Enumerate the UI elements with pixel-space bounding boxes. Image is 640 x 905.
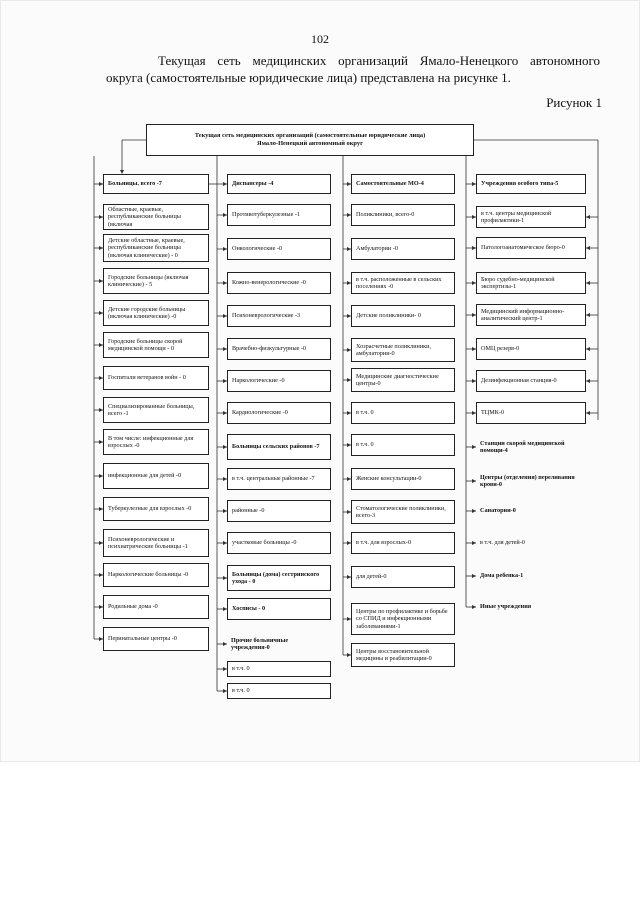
column-1-item-8-label: В том числе: инфекционные для взрослых -0	[108, 434, 194, 449]
column-2-item-8	[227, 434, 331, 460]
column-1-item-3-label: Городские больницы (включая клинические) - 5	[108, 273, 189, 288]
column-2-item-2-label: Онкологические -0	[232, 245, 283, 253]
column-4-extra-5-label: Дома ребенка-1	[480, 572, 524, 580]
column-1-item-8	[103, 429, 209, 455]
column-1-header-label: Больницы, всего -7	[108, 180, 162, 188]
column-1-item-9	[103, 463, 209, 489]
column-3-item-7-label: в т.ч. 0	[356, 409, 374, 417]
column-1-item-7-label: Специализированные больницы, всего -1	[108, 402, 195, 417]
column-4-extra-6-label: Иные учреждения	[480, 603, 532, 611]
column-4-header-label: Учреждения особого типа-5	[481, 180, 559, 188]
column-1-item-6	[103, 366, 209, 390]
column-2-item-7-label: Кардиологические -0	[232, 409, 288, 417]
column-1-item-1	[103, 204, 209, 230]
column-2-item-11	[227, 532, 331, 554]
column-4-item-7	[476, 402, 586, 424]
column-1-item-4-label: Детские городские больницы (включая клинические) -0	[108, 305, 186, 320]
column-1-item-12-label: Наркологические больницы -0	[108, 571, 189, 579]
column-4-item-1	[476, 206, 586, 228]
column-1-item-14	[103, 627, 209, 651]
column-4-extra-1	[476, 434, 586, 460]
column-3-item-13-label: Центры по профилактике и борьбе со СПИД и инфекционными заболеваниями-1	[356, 607, 448, 630]
column-1-item-5-label: Городские больницы скорой медицинской помощи - 0	[108, 337, 183, 352]
column-2-item-15	[227, 661, 331, 677]
column-2-item-10	[227, 500, 331, 522]
column-2-item-3	[227, 272, 331, 294]
column-2-item-15-label: в т.ч. 0	[232, 665, 250, 673]
column-2-item-5-label: Врачебно-физкультурные -0	[232, 345, 307, 353]
column-3-item-4-label: Детские поликлиники- 0	[356, 312, 421, 320]
column-1-item-10	[103, 497, 209, 521]
column-2-item-13	[227, 598, 331, 620]
column-2-item-9-label: в т.ч. центральные районные -7	[232, 475, 315, 483]
column-3-item-14	[351, 643, 455, 667]
column-1-item-13-label: Родильные дома -0	[108, 603, 158, 611]
column-3-item-12-label: для детей-0	[356, 573, 387, 581]
column-3-item-9-label: Женские консультации-0	[356, 475, 422, 483]
column-3-item-3-label: в т.ч. расположенные в сельских поселениях -0	[356, 275, 442, 290]
column-2-item-1-label: Противотуберкулезные -1	[232, 211, 301, 219]
column-4-extra-6	[476, 596, 586, 618]
column-4-extra-2	[476, 468, 586, 494]
column-3-item-2-label: Амбулатории -0	[356, 245, 398, 253]
column-1-item-5	[103, 332, 209, 358]
column-2-item-14-label: Прочие больничные учреждения-0	[231, 636, 289, 651]
column-3-item-8-label: в т.ч. 0	[356, 441, 374, 449]
column-2-item-14	[227, 631, 331, 657]
column-3-header-label: Самостоятельные МО-4	[356, 180, 424, 188]
column-3-item-10	[351, 500, 455, 524]
column-2-item-16-label: в т.ч. 0	[232, 687, 250, 695]
column-3-item-3	[351, 272, 455, 294]
column-2-header	[227, 174, 331, 194]
column-3-item-6	[351, 368, 455, 392]
column-3-item-5-label: Хозрасчетные поликлиники, амбулатории-0	[356, 342, 432, 357]
column-4-item-4-label: Медицинский информационно-аналитический центр-1	[481, 307, 565, 322]
column-2-item-7	[227, 402, 331, 424]
column-4-item-5-label: ОМЦ резерв-0	[481, 345, 520, 353]
diagram-root-line-1: Текущая сеть медицинских организаций (самостоятельные юридические лица)	[194, 132, 426, 139]
column-1-item-11-label: Психоневрологические и психиатрические больницы -1	[108, 535, 188, 550]
column-3-item-1-label: Поликлиники, всего-0	[356, 211, 415, 219]
diagram-root-line-2: Ямало-Ненецкий автономный округ	[257, 140, 363, 147]
page-margin	[0, 762, 640, 905]
column-1-item-13	[103, 595, 209, 619]
column-2-item-4	[227, 305, 331, 327]
column-4-header	[476, 174, 586, 194]
column-4-item-2-label: Патологоанатомическое бюро-0	[481, 244, 565, 252]
column-3-item-4	[351, 305, 455, 327]
column-4-extra-2-label: Центры (отделения) переливания крови-0	[480, 473, 575, 488]
column-2-item-2	[227, 238, 331, 260]
column-2-item-6-label: Наркологические -0	[232, 377, 285, 385]
column-3-item-8	[351, 434, 455, 456]
column-4-item-7-label: ТЦМК-0	[481, 409, 505, 417]
column-3-item-11	[351, 532, 455, 554]
column-4-item-6-label: Дезинфекционная станция-0	[481, 377, 557, 385]
column-1-item-2	[103, 234, 209, 262]
column-2-item-11-label: участковые больницы -0	[232, 539, 297, 547]
column-1-item-1-label: Областные, краевые, республиканские больницы (включая	[108, 205, 181, 228]
column-3-item-2	[351, 238, 455, 260]
column-2-item-9	[227, 468, 331, 490]
column-4-item-3	[476, 272, 586, 294]
column-2-item-10-label: районные -0	[232, 507, 265, 515]
column-3-item-14-label: Центры восстановительной медицины и реабилитации-0	[356, 647, 432, 662]
column-4-extra-4	[476, 532, 586, 554]
column-4-item-1-label: в т.ч. центры медицинской профилактики-1	[481, 209, 552, 224]
column-3-header	[351, 174, 455, 194]
column-3-item-5	[351, 338, 455, 362]
column-2-item-6	[227, 370, 331, 392]
column-4-item-6	[476, 370, 586, 392]
column-4-extra-3-label: Санатории-0	[480, 507, 516, 515]
column-4-item-4	[476, 304, 586, 326]
column-2-item-8-label: Больницы сельских районов -7	[232, 443, 320, 451]
page-number: 102	[311, 32, 329, 46]
column-1-item-14-label: Перинатальные центры -0	[108, 635, 177, 643]
column-2-item-12	[227, 565, 331, 591]
column-2-item-16	[227, 683, 331, 699]
column-3-item-1	[351, 204, 455, 226]
column-4-extra-1-label: Станции скорой медицинской помощи-4	[480, 439, 565, 454]
column-1-item-9-label: инфекционные для детей -0	[108, 472, 182, 480]
figure-label: Рисунок 1	[546, 95, 602, 110]
column-4-extra-3	[476, 500, 586, 522]
column-1-item-4	[103, 300, 209, 326]
column-2-item-1	[227, 204, 331, 226]
column-4-item-5	[476, 338, 586, 360]
column-1-item-2-label: Детские областные, краевые, республиканские больницы (включая клинические) - 0	[108, 236, 185, 259]
intro-line-1: Текущая сеть медицинских организаций Ямало-Ненецкого автономного	[158, 53, 600, 68]
column-4-item-2	[476, 237, 586, 259]
column-3-item-11-label: в т.ч. для взрослых-0	[356, 539, 412, 547]
column-3-item-12	[351, 566, 455, 588]
column-3-item-7	[351, 402, 455, 424]
column-1-header	[103, 174, 209, 194]
column-3-item-13	[351, 603, 455, 635]
column-2-item-3-label: Кожно-венерологические -0	[232, 279, 306, 287]
column-3-item-6-label: Медицинские диагностические центры-0	[356, 372, 439, 387]
column-1-item-12	[103, 563, 209, 587]
column-4-item-3-label: Бюро судебно-медицинской экспертизы-1	[481, 275, 555, 290]
column-1-item-10-label: Туберкулезные для взрослых -0	[108, 505, 192, 513]
column-1-item-3	[103, 268, 209, 294]
column-3-item-10-label: Стоматологические поликлиники, всего-3	[356, 504, 446, 519]
column-2-item-4-label: Психоневрологические -3	[232, 312, 301, 320]
column-1-item-11	[103, 529, 209, 557]
column-4-extra-4-label: в т.ч. для детей-0	[480, 539, 525, 547]
column-1-item-6-label: Госпитали ветеранов войн - 0	[108, 374, 186, 382]
column-3-item-9	[351, 468, 455, 490]
column-2-item-13-label: Хосписы - 0	[232, 605, 266, 613]
column-1-item-7	[103, 397, 209, 423]
column-2-item-5	[227, 338, 331, 360]
diagram-root-box	[146, 124, 474, 156]
column-2-item-12-label: Больницы (дома) сестринского ухода - 0	[232, 570, 320, 585]
column-4-extra-5	[476, 565, 586, 587]
column-2-header-label: Диспансеры -4	[232, 180, 274, 188]
intro-line-2: округа (самостоятельные юридические лица) представлена на рисунке 1.	[106, 70, 511, 85]
